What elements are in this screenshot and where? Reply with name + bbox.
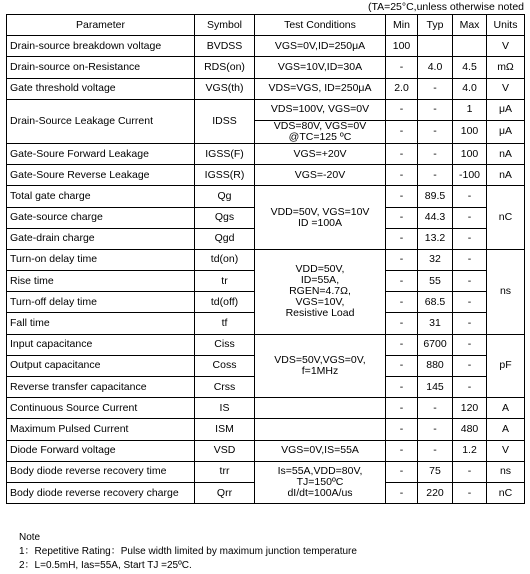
min-cell: -: [386, 313, 418, 334]
param-cell: Gate-Soure Forward Leakage: [7, 143, 195, 164]
unit-cell: nC: [487, 186, 525, 250]
max-cell: -: [453, 271, 487, 292]
condition-cell: VGS=0V,IS=55A: [255, 440, 386, 461]
header-symbol: Symbol: [195, 15, 255, 36]
symbol-cell: Crss: [195, 377, 255, 398]
symbol-cell: IGSS(F): [195, 143, 255, 164]
condition-line: VDD=50V, VGS=10V: [270, 205, 370, 218]
symbol-cell: IS: [195, 398, 255, 419]
min-cell: -: [386, 461, 418, 482]
max-cell: 100: [453, 143, 487, 164]
condition-line: TJ=150ºC: [296, 475, 344, 488]
typ-cell: -: [418, 120, 453, 143]
min-cell: -: [386, 186, 418, 207]
table-row: [7, 78, 525, 99]
condition-cell: [255, 419, 386, 440]
unit-cell: pF: [487, 334, 525, 398]
condition-cell: [255, 249, 386, 334]
max-cell: -: [453, 207, 487, 228]
header-max: Max: [453, 15, 487, 36]
symbol-cell: RDS(on): [195, 57, 255, 78]
condition-cell: [255, 398, 386, 419]
header-units: Units: [487, 15, 525, 36]
symbol-cell: IGSS(R): [195, 165, 255, 186]
max-cell: -: [453, 228, 487, 249]
max-cell: [453, 36, 487, 57]
table-row: [7, 165, 525, 186]
typ-cell: [418, 36, 453, 57]
symbol-cell: Qgs: [195, 207, 255, 228]
min-cell: -: [386, 377, 418, 398]
table-row: [7, 334, 525, 355]
symbol-cell: Ciss: [195, 334, 255, 355]
symbol-cell: IDSS: [195, 99, 255, 143]
typ-cell: 6700: [418, 334, 453, 355]
notes-title: Note: [19, 532, 41, 543]
max-cell: -: [453, 355, 487, 376]
max-cell: -: [453, 482, 487, 503]
table-row: [7, 36, 525, 57]
max-cell: -: [453, 186, 487, 207]
param-cell: Body diode reverse recovery charge: [7, 482, 195, 503]
param-cell: Gate-Soure Reverse Leakage: [7, 165, 195, 186]
typ-cell: -: [418, 419, 453, 440]
unit-cell: A: [487, 419, 525, 440]
table-row: [7, 440, 525, 461]
min-cell: -: [386, 440, 418, 461]
note-item: 2：L=0.5mH, Ias=55A, Start TJ =25ºC.: [19, 560, 192, 571]
condition-cell: VGS=10V,ID=30A: [255, 57, 386, 78]
unit-cell: mΩ: [487, 57, 525, 78]
condition-line: @TC=125 ºC: [288, 130, 352, 143]
typ-cell: -: [418, 440, 453, 461]
param-cell: Maximum Pulsed Current: [7, 419, 195, 440]
param-cell: Gate threshold voltage: [7, 78, 195, 99]
param-cell: Output capacitance: [7, 355, 195, 376]
min-cell: -: [386, 398, 418, 419]
condition-line: Is=55A,VDD=80V,: [277, 464, 363, 477]
min-cell: -: [386, 419, 418, 440]
typ-cell: 145: [418, 377, 453, 398]
symbol-cell: VSD: [195, 440, 255, 461]
max-cell: 4.5: [453, 57, 487, 78]
typ-cell: 44.3: [418, 207, 453, 228]
symbol-cell: ISM: [195, 419, 255, 440]
min-cell: -: [386, 249, 418, 270]
unit-cell: nA: [487, 143, 525, 164]
unit-cell: V: [487, 78, 525, 99]
condition-cell: [255, 186, 386, 250]
note-item: 1：Repetitive Rating：Pulse width limited by maximum junction temperature: [19, 546, 357, 557]
max-cell: -: [453, 249, 487, 270]
max-cell: 100: [453, 120, 487, 143]
condition-line: VDD=50V,: [295, 263, 345, 276]
unit-cell: μA: [487, 120, 525, 143]
min-cell: -: [386, 228, 418, 249]
header-parameter: Parameter: [7, 15, 195, 36]
unit-cell: μA: [487, 99, 525, 120]
table-row: [7, 186, 525, 207]
min-cell: -: [386, 165, 418, 186]
unit-cell: A: [487, 398, 525, 419]
condition-line: ID =100A: [297, 216, 343, 229]
typ-cell: 32: [418, 249, 453, 270]
param-cell: Drain-Source Leakage Current: [7, 99, 195, 143]
min-cell: -: [386, 271, 418, 292]
param-cell: Drain-source breakdown voltage: [7, 36, 195, 57]
typ-cell: 68.5: [418, 292, 453, 313]
symbol-cell: td(on): [195, 249, 255, 270]
header-min: Min: [386, 15, 418, 36]
max-cell: -: [453, 461, 487, 482]
max-cell: 480: [453, 419, 487, 440]
typ-cell: 4.0: [418, 57, 453, 78]
condition-cell: VGS=0V,ID=250μA: [255, 36, 386, 57]
typ-cell: -: [418, 78, 453, 99]
min-cell: -: [386, 207, 418, 228]
symbol-cell: Coss: [195, 355, 255, 376]
symbol-cell: trr: [195, 461, 255, 482]
typ-cell: -: [418, 398, 453, 419]
header-typ: Typ: [418, 15, 453, 36]
max-cell: 4.0: [453, 78, 487, 99]
table-header-row: [7, 15, 525, 36]
param-cell: Drain-source on-Resistance: [7, 57, 195, 78]
min-cell: 2.0: [386, 78, 418, 99]
typ-cell: -: [418, 165, 453, 186]
min-cell: 100: [386, 36, 418, 57]
param-cell: Turn-off delay time: [7, 292, 195, 313]
param-cell: Rise time: [7, 271, 195, 292]
param-cell: Gate-source charge: [7, 207, 195, 228]
header-test-conditions: Test Conditions: [255, 15, 386, 36]
table-row: [7, 99, 525, 120]
typ-cell: 880: [418, 355, 453, 376]
table-row: [7, 249, 525, 270]
max-cell: 1.2: [453, 440, 487, 461]
unit-cell: ns: [487, 461, 525, 482]
symbol-cell: Qg: [195, 186, 255, 207]
condition-line: dI/dt=100A/us: [287, 486, 353, 499]
condition-cell: VGS=-20V: [255, 165, 386, 186]
typ-cell: -: [418, 143, 453, 164]
typ-cell: 31: [418, 313, 453, 334]
typ-cell: 13.2: [418, 228, 453, 249]
param-cell: Gate-drain charge: [7, 228, 195, 249]
param-cell: Input capacitance: [7, 334, 195, 355]
symbol-cell: Qgd: [195, 228, 255, 249]
table-row: [7, 398, 525, 419]
min-cell: -: [386, 482, 418, 503]
symbol-cell: VGS(th): [195, 78, 255, 99]
condition-cell: [255, 120, 386, 143]
condition-line: f=1MHz: [301, 364, 339, 377]
symbol-cell: td(off): [195, 292, 255, 313]
max-cell: -: [453, 292, 487, 313]
typ-cell: -: [418, 99, 453, 120]
notes-section: [19, 531, 357, 573]
condition-line: VDS=80V, VGS=0V: [273, 119, 367, 132]
table-row: [7, 143, 525, 164]
condition-line: RGEN=4.7Ω,: [289, 285, 351, 298]
param-cell: Turn-on delay time: [7, 249, 195, 270]
condition-line: Resistive Load: [285, 307, 355, 320]
symbol-cell: Qrr: [195, 482, 255, 503]
min-cell: -: [386, 120, 418, 143]
min-cell: -: [386, 57, 418, 78]
unit-cell: nA: [487, 165, 525, 186]
unit-cell: nC: [487, 482, 525, 503]
typ-cell: 55: [418, 271, 453, 292]
symbol-cell: tr: [195, 271, 255, 292]
max-cell: 120: [453, 398, 487, 419]
param-cell: Total gate charge: [7, 186, 195, 207]
symbol-cell: BVDSS: [195, 36, 255, 57]
condition-line: VDS=50V,VGS=0V,: [274, 353, 366, 366]
min-cell: -: [386, 292, 418, 313]
symbol-cell: tf: [195, 313, 255, 334]
param-cell: Continuous Source Current: [7, 398, 195, 419]
min-cell: -: [386, 99, 418, 120]
condition-cell: [255, 461, 386, 503]
param-cell: Diode Forward voltage: [7, 440, 195, 461]
condition-cell: VDS=100V, VGS=0V: [255, 99, 386, 120]
param-cell: Body diode reverse recovery time: [7, 461, 195, 482]
min-cell: -: [386, 143, 418, 164]
min-cell: -: [386, 334, 418, 355]
table-row: [7, 461, 525, 482]
typ-cell: 75: [418, 461, 453, 482]
max-cell: -: [453, 377, 487, 398]
unit-cell: V: [487, 440, 525, 461]
unit-cell: ns: [487, 249, 525, 334]
table-row: [7, 57, 525, 78]
max-cell: -: [453, 313, 487, 334]
test-condition-note: (TA=25°C,unless otherwise noted: [367, 1, 524, 13]
unit-cell: V: [487, 36, 525, 57]
condition-cell: [255, 334, 386, 398]
typ-cell: 220: [418, 482, 453, 503]
condition-line: ID=55A,: [300, 274, 340, 287]
max-cell: -100: [453, 165, 487, 186]
typ-cell: 89.5: [418, 186, 453, 207]
max-cell: 1: [453, 99, 487, 120]
param-cell: Reverse transfer capacitance: [7, 377, 195, 398]
condition-cell: VGS=+20V: [255, 143, 386, 164]
param-cell: Fall time: [7, 313, 195, 334]
max-cell: -: [453, 334, 487, 355]
condition-line: VGS=10V,: [295, 296, 345, 309]
table-row: [7, 419, 525, 440]
electrical-characteristics-table: [6, 14, 525, 504]
condition-cell: VDS=VGS, ID=250μA: [255, 78, 386, 99]
min-cell: -: [386, 355, 418, 376]
